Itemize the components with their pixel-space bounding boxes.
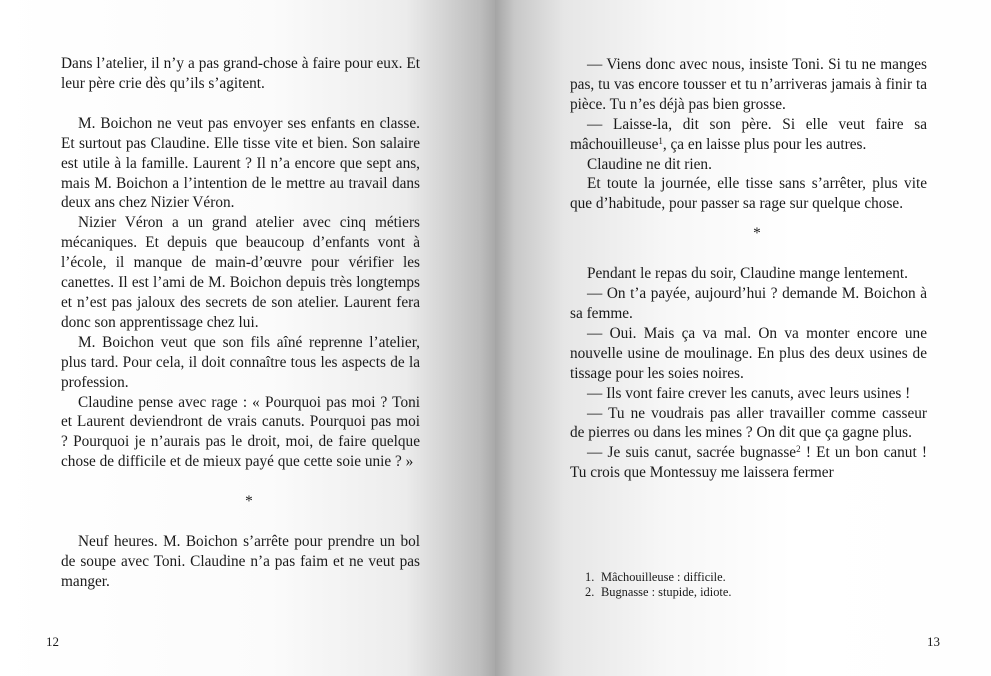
paragraph: Claudine ne dit rien. [587,155,712,173]
paragraph: M. Boichon ne veut pas envoyer ses enfants en classe. Et surtout pas Claudine. Elle tisse vite et bien. Son salaire est utile à la famille. Laurent ? Il n’a encore que sept ans, mais M. Boichon a l’intention de le mettre au travail dans deux ans chez Nizier Véron. [61,114,420,212]
paragraph: — Tu ne voudrais pas aller travailler comme casseur de pierres ou dans les mines ? On dit que ça gagne plus. [570,404,927,442]
footnotes [585,570,915,600]
footnote-number: 2. [585,585,595,599]
footnote [585,585,915,600]
paragraph: — Ils vont faire crever les canuts, avec leurs usines ! [587,384,911,402]
paragraph [570,443,927,483]
paragraph-text: — Je suis canut, sacrée bugnasse [587,444,797,462]
paragraph-text: , ça en laisse plus pour les autres. [662,135,867,153]
paragraph: Nizier Véron a un grand atelier avec cinq métiers mécaniques. Et depuis que beaucoup d’enfants vont à l’école, il manque de main-d’œuvre pour vérifier les canettes. Il est l’ami de M. Boichon depuis très longtemps et n’est pas jaloux des secrets de son atelier. Laurent fera donc son apprentissage chez lui. [61,214,420,331]
page-number: 13 [927,634,940,649]
paragraph: Et toute la journée, elle tisse sans s’arrêter, plus vite que d’habitude, pour passer sa rage sur quelque chose. [570,175,927,213]
footnote-text: Bugnasse : stupide, idiote. [601,585,732,599]
footnote-number: 1. [585,570,595,584]
section-separator: * [245,493,253,511]
left-text-block [61,54,420,592]
paragraph: Dans l’atelier, il n’y a pas grand-chose à faire pour eux. Et leur père crie dès qu’ils s’agitent. [61,55,420,92]
paragraph: M. Boichon veut que son fils aîné reprenne l’atelier, plus tard. Pour cela, il doit connaître tous les aspects de la profession. [61,333,420,391]
right-text-block [570,55,927,483]
section-separator: * [753,225,761,243]
footnote-mark: 2 [796,444,801,455]
paragraph: Pendant le repas du soir, Claudine mange lentement. [587,265,908,283]
page-number: 12 [46,634,59,649]
paragraph: Neuf heures. M. Boichon s’arrête pour prendre un bol de soupe avec Toni. Claudine n’a pas faim et ne veut pas manger. [61,533,420,590]
paragraph-text: — Laisse-la, dit son père. Si elle veut faire sa mâchouilleuse [570,115,927,153]
paragraph [570,115,927,155]
footnote [585,570,915,585]
left-page [0,0,495,676]
footnote-mark: 1 [658,135,663,146]
paragraph-text: ! Et un bon canut ! Tu crois que Montessuy me laissera fermer [570,444,927,482]
right-page [495,0,991,676]
paragraph: — On t’a payée, aujourd’hui ? demande M. Boichon à sa femme. [570,285,927,322]
paragraph: Claudine pense avec rage : « Pourquoi pas moi ? Toni et Laurent deviendront de vrais canuts. Pourquoi pas moi ? Pourquoi je n’aurais pas le droit, moi, de faire quelque chose de difficile et de mieux payé que cette soie unie ? » [61,393,420,471]
footnote-text: Mâchouilleuse : difficile. [601,570,726,584]
paragraph: — Oui. Mais ça va mal. On va monter encore une nouvelle usine de moulinage. En plus des deux usines de tissage pour les soies noires. [570,324,927,382]
paragraph: — Viens donc avec nous, insiste Toni. Si tu ne manges pas, tu vas encore tousser et tu n’arriveras jamais à finir ta pièce. Tu n’es déjà pas bien grosse. [570,56,927,113]
